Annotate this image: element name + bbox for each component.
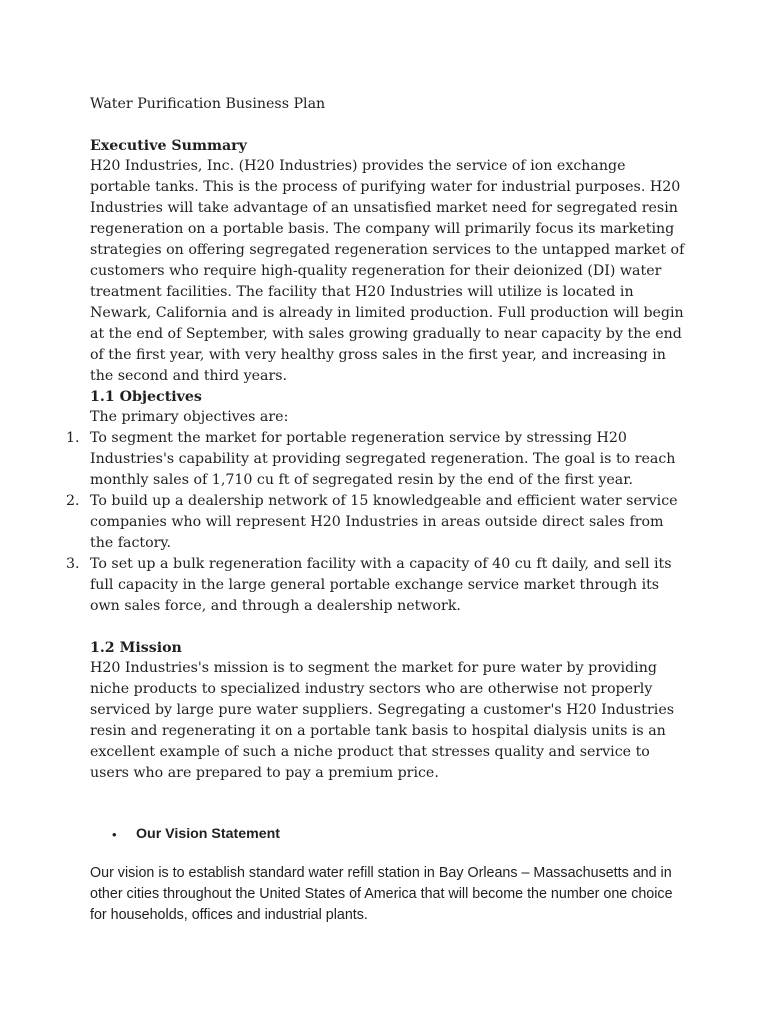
document-title: Water Purification Business Plan <box>90 96 326 112</box>
objectives-heading: 1.1 Objectives <box>90 389 202 405</box>
objective-number: 2. <box>66 493 80 509</box>
objective-item <box>66 554 690 617</box>
objective-number: 1. <box>66 430 80 446</box>
mission-text: H20 Industries's mission is to segment the market for pure water by providing niche products to specialized industry sectors who are otherwise not properly serviced by large pure water suppliers. Segregating a customer's H20 Industries resin and regenerating it on a portable tank basis to hospital dialysis units is an excellent example of such a niche product that stresses quality and service to users who are prepared to pay a premium price. <box>90 660 675 781</box>
executive-summary-heading: Executive Summary <box>90 138 247 154</box>
vision-text: Our vision is to establish standard water refill station in Bay Orleans – Massachusetts and in other cities throughout the United States of America that will become the number one choice for households, offices and industrial plants. <box>90 865 673 923</box>
objective-item <box>66 428 690 491</box>
mission-heading: 1.2 Mission <box>90 640 182 656</box>
objectives-intro: The primary objectives are: <box>90 409 289 425</box>
vision-bullet-icon: • <box>112 827 117 842</box>
vision-heading: Our Vision Statement <box>136 826 281 842</box>
objectives-list <box>66 428 690 617</box>
objective-text: To set up a bulk regeneration facility with a capacity of 40 cu ft daily, and sell its full capacity in the large general portable exchange service market through its own sales force, and through a dealership network. <box>90 556 672 614</box>
objective-number: 3. <box>66 556 80 572</box>
objective-text: To segment the market for portable regeneration service by stressing H20 Industries's capability at providing segregated regeneration. The goal is to reach monthly sales of 1,710 cu ft of segregated resin by the end of the first year. <box>90 430 676 488</box>
executive-summary-text: H20 Industries, Inc. (H20 Industries) provides the service of ion exchange portable tanks. This is the process of purifying water for industrial purposes. H20 Industries will take advantage of an unsatisfied market need for segregated resin regeneration on a portable basis. The company will primarily focus its marketing strategies on offering segregated regeneration services to the untapped market of customers who require high-quality regeneration for their deionized (DI) water treatment facilities. The facility that H20 Industries will utilize is located in Newark, California and is already in limited production. Full production will begin at the end of September, with sales growing gradually to near capacity by the end of the first year, with very healthy gross sales in the first year, and increasing in the second and third years. <box>90 158 685 384</box>
objective-text: To build up a dealership network of 15 knowledgeable and efficient water service companies who will represent H20 Industries in areas outside direct sales from the factory. <box>90 493 678 551</box>
objective-item <box>66 491 690 554</box>
